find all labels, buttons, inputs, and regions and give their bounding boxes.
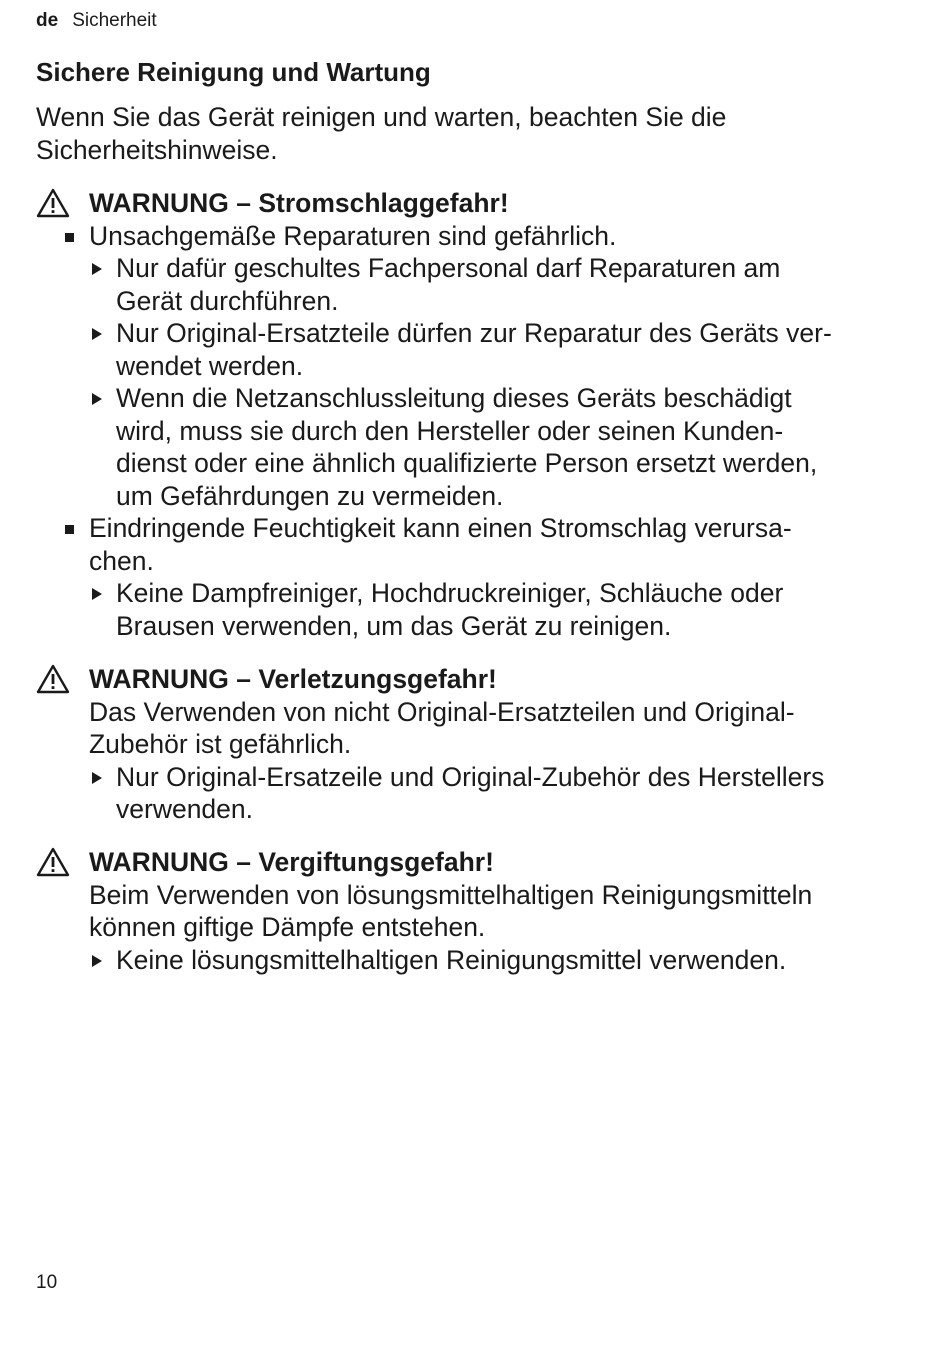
arrow-bullet-icon: [92, 772, 102, 784]
warning-injury: [36, 663, 906, 826]
warning-poisoning: [36, 846, 906, 976]
bullet-text: Unsachgemäße Reparaturen sind gefährlich.: [89, 220, 617, 251]
warning-electric-shock: [36, 187, 906, 642]
step-text: Keine lösungsmittelhaltigen Reinigungsmittel verwenden.: [116, 944, 787, 975]
warning-header: [36, 187, 906, 220]
arrow-bullet-icon: [92, 263, 102, 275]
square-bullet-icon: [65, 233, 74, 242]
step-text: Wenn die Netzanschlussleitung dieses Geräts beschädigt wird, muss sie durch den Hersteller oder seinen Kunden- dienst oder eine ähnlich qualifizierte Person ersetzt werden, um Gefährdungen zu vermeiden.: [116, 383, 818, 511]
section-name: Sicherheit: [72, 10, 157, 31]
instruction-step: [36, 761, 906, 826]
step-text: Nur Original-Ersatzeile und Original-Zubehör des Herstellers verwenden.: [116, 761, 825, 824]
instruction-step: [36, 252, 906, 317]
intro-paragraph: Wenn Sie das Gerät reinigen und warten, beachten Sie die Sicherheitshinweise.: [36, 102, 727, 165]
language-code: de: [36, 10, 59, 31]
warning-title: WARNUNG – Verletzungsgefahr!: [89, 664, 497, 694]
warning-triangle-icon: [36, 847, 70, 877]
arrow-bullet-icon: [92, 955, 102, 967]
warning-title: WARNUNG – Vergiftungsgefahr!: [89, 847, 494, 877]
warning-title: WARNUNG – Stromschlaggefahr!: [89, 188, 509, 218]
page-header: [36, 9, 157, 33]
instruction-step: [36, 382, 906, 512]
warning-triangle-icon: [36, 664, 70, 694]
square-bullet-icon: [65, 525, 74, 534]
instruction-step: [36, 944, 906, 977]
warning-header: [36, 663, 906, 696]
page-number: 10: [36, 1272, 58, 1293]
bullet-text: Eindringende Feuchtigkeit kann einen Stromschlag verursa- chen.: [89, 513, 792, 576]
bullet-item: [36, 512, 906, 577]
bullet-item: [36, 220, 906, 253]
section-title: Sichere Reinigung und Wartung: [36, 57, 431, 87]
warning-triangle-icon: [36, 188, 70, 218]
step-text: Keine Dampfreiniger, Hochdruckreiniger, Schläuche oder Brausen verwenden, um das Gerät zu reinigen.: [116, 578, 784, 641]
arrow-bullet-icon: [92, 588, 102, 600]
warning-header: [36, 846, 906, 879]
warning-text: Beim Verwenden von lösungsmittelhaltigen Reinigungsmitteln können giftige Dämpfe entstehen.: [89, 879, 813, 942]
step-text: Nur Original-Ersatzteile dürfen zur Reparatur des Geräts ver- wendet werden.: [116, 318, 832, 381]
arrow-bullet-icon: [92, 393, 102, 405]
step-text: Nur dafür geschultes Fachpersonal darf Reparaturen am Gerät durchführen.: [116, 253, 781, 316]
warning-text: Das Verwenden von nicht Original-Ersatzteilen und Original- Zubehör ist gefährlich.: [89, 696, 795, 759]
arrow-bullet-icon: [92, 328, 102, 340]
instruction-step: [36, 317, 906, 382]
instruction-step: [36, 577, 906, 642]
